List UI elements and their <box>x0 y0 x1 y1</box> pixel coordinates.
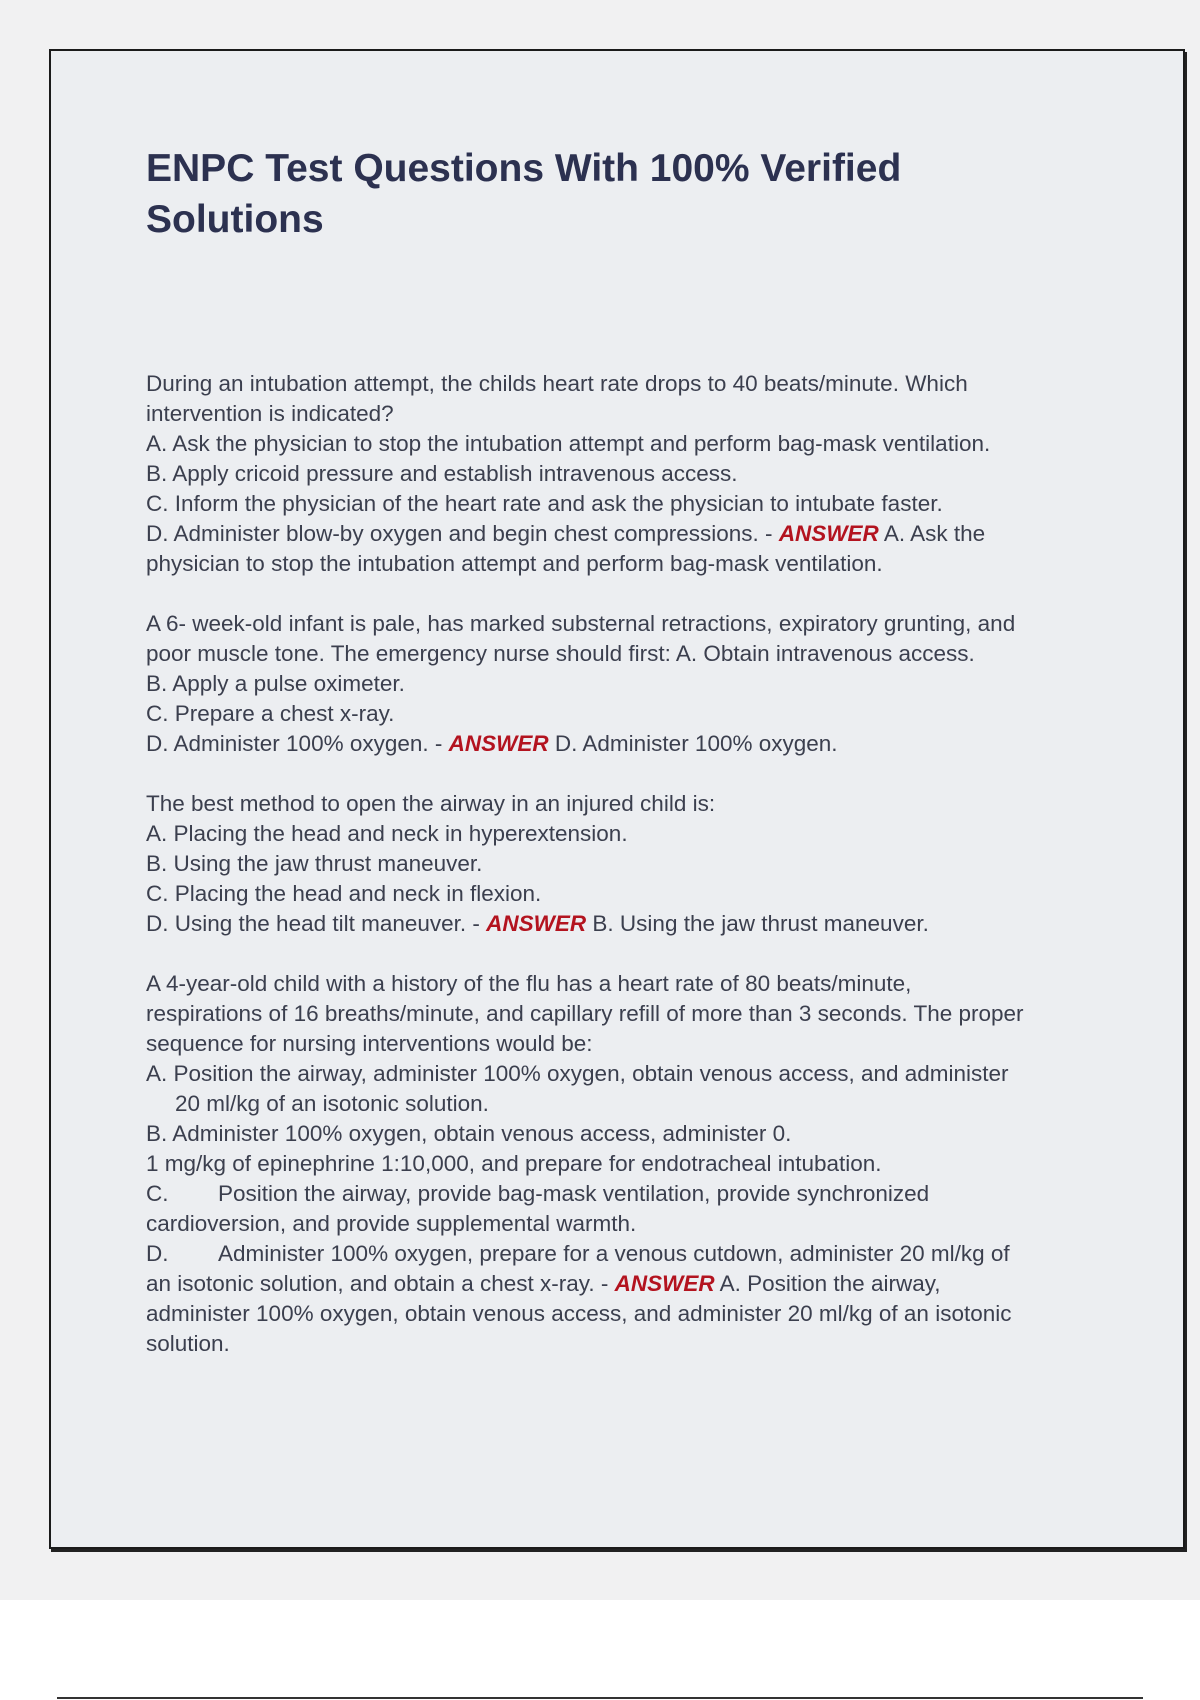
option-letter: D. <box>146 1241 169 1266</box>
answer-option: B. Using the jaw thrust maneuver. <box>146 851 483 876</box>
option-text: Position the airway, provide bag-mask ventilation, provide synchronized <box>218 1181 930 1206</box>
option-text: Administer 100% oxygen, prepare for a venous cutdown, administer 20 ml/kg of <box>218 1241 1010 1266</box>
question-stem: sequence for nursing interventions would be: <box>146 1031 593 1056</box>
option-letter: C. <box>146 1181 169 1206</box>
question-list <box>146 369 1146 1389</box>
correct-answer: B. Using the jaw thrust maneuver. <box>586 911 929 936</box>
correct-answer: D. Administer 100% oxygen. <box>548 731 838 756</box>
question-block <box>146 369 1146 579</box>
answer-option: an isotonic solution, and obtain a chest x-ray. - <box>146 1271 615 1296</box>
document-title: ENPC Test Questions With 100% Verified Solutions <box>146 147 902 241</box>
answer-option: cardioversion, and provide supplemental warmth. <box>146 1211 637 1236</box>
document-page <box>49 49 1185 1549</box>
question-block <box>146 969 1146 1359</box>
answer-option: B. Administer 100% oxygen, obtain venous access, administer 0. <box>146 1121 792 1146</box>
answer-option: C. Prepare a chest x-ray. <box>146 701 395 726</box>
answer-option <box>146 1179 1146 1209</box>
question-stem: poor muscle tone. The emergency nurse should first: A. Obtain intravenous access. <box>146 641 975 666</box>
answer-label: ANSWER <box>448 731 549 756</box>
correct-answer: A. Position the airway, <box>714 1271 941 1296</box>
answer-line <box>146 909 1146 939</box>
answer-option <box>146 1239 1146 1269</box>
correct-answer: solution. <box>146 1331 230 1356</box>
answer-line <box>146 729 1146 759</box>
correct-answer: A. Ask the <box>878 521 986 546</box>
answer-option: A. Placing the head and neck in hyperextension. <box>146 821 628 846</box>
answer-option: 20 ml/kg of an isotonic solution. <box>175 1091 489 1116</box>
answer-label: ANSWER <box>614 1271 715 1296</box>
question-stem: intervention is indicated? <box>146 401 394 426</box>
question-stem: The best method to open the airway in an injured child is: <box>146 791 716 816</box>
answer-line <box>146 519 1146 549</box>
question-stem: respirations of 16 breaths/minute, and capillary refill of more than 3 seconds. The proper <box>146 1001 1024 1026</box>
answer-option: C. Placing the head and neck in flexion. <box>146 881 542 906</box>
answer-option: D. Administer blow-by oxygen and begin chest compressions. - <box>146 521 779 546</box>
question-block <box>146 609 1146 759</box>
answer-label: ANSWER <box>486 911 587 936</box>
question-stem: A 4-year-old child with a history of the flu has a heart rate of 80 beats/minute, <box>146 971 912 996</box>
answer-option: B. Apply a pulse oximeter. <box>146 671 405 696</box>
correct-answer: physician to stop the intubation attempt and perform bag-mask ventilation. <box>146 551 883 576</box>
answer-option: D. Administer 100% oxygen. - <box>146 731 449 756</box>
question-stem: During an intubation attempt, the childs heart rate drops to 40 beats/minute. Which <box>146 371 968 396</box>
answer-option: D. Using the head tilt maneuver. - <box>146 911 487 936</box>
answer-option: A. Position the airway, administer 100% oxygen, obtain venous access, and administer <box>146 1061 1009 1086</box>
question-block <box>146 789 1146 939</box>
answer-line <box>146 1269 1146 1299</box>
correct-answer: administer 100% oxygen, obtain venous access, and administer 20 ml/kg of an isotonic <box>146 1301 1012 1326</box>
answer-option: B. Apply cricoid pressure and establish intravenous access. <box>146 461 738 486</box>
answer-label: ANSWER <box>778 521 879 546</box>
answer-option: A. Ask the physician to stop the intubation attempt and perform bag-mask ventilation. <box>146 431 991 456</box>
answer-option: C. Inform the physician of the heart rate and ask the physician to intubate faster. <box>146 491 943 516</box>
question-stem: A 6- week-old infant is pale, has marked substernal retractions, expiratory grunting, and <box>146 611 1016 636</box>
footer-divider <box>57 1697 1143 1699</box>
answer-option: 1 mg/kg of epinephrine 1:10,000, and prepare for endotracheal intubation. <box>146 1151 882 1176</box>
